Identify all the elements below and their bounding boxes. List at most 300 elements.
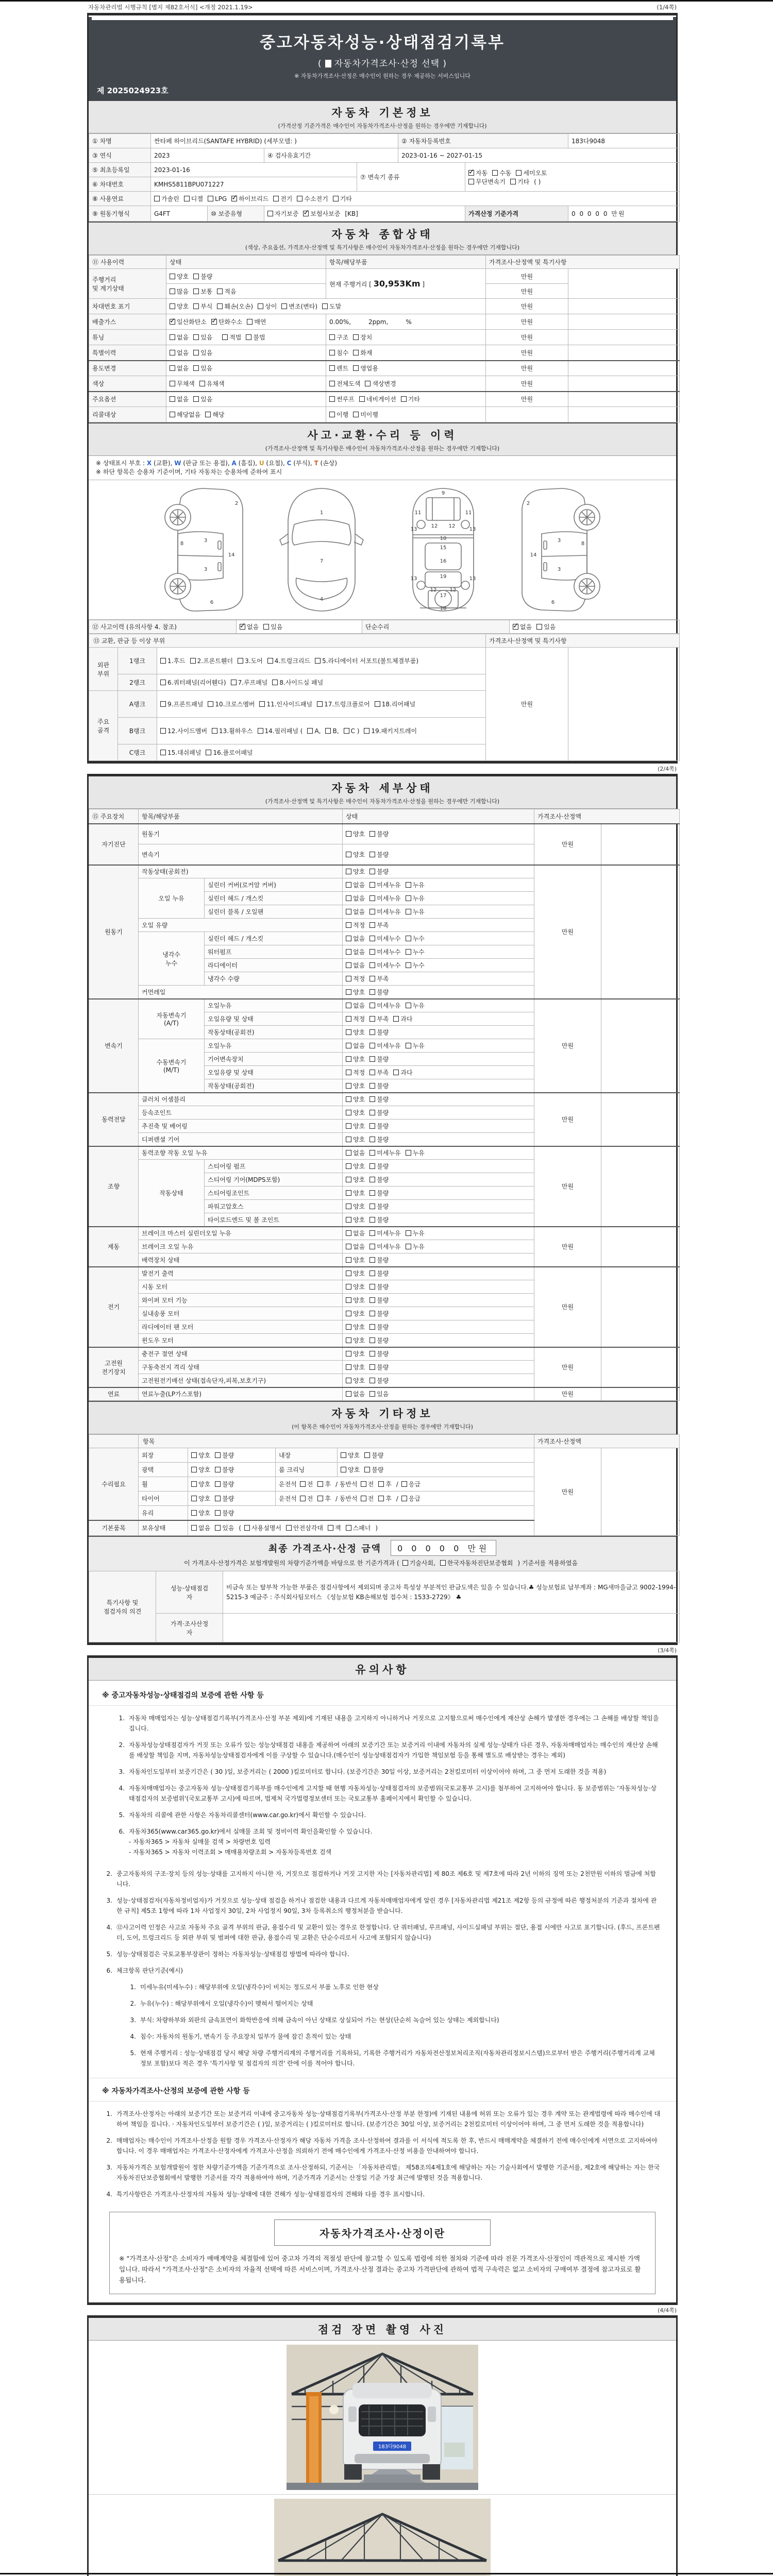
checkbox-icon[interactable] [369, 1056, 375, 1062]
checkbox-icon[interactable] [369, 1297, 375, 1303]
checkbox-option[interactable] [346, 961, 365, 970]
checkbox-icon[interactable] [246, 334, 251, 340]
checkbox-option[interactable] [346, 1028, 365, 1037]
checkbox-option[interactable] [346, 1376, 365, 1385]
checkbox-icon[interactable] [536, 624, 542, 630]
checkbox-option[interactable] [315, 656, 418, 665]
checkbox-icon[interactable] [346, 909, 351, 914]
checkbox-option[interactable] [273, 194, 292, 203]
checkbox-icon[interactable] [378, 1496, 384, 1501]
checkbox-icon[interactable] [205, 412, 211, 417]
checkbox-icon[interactable] [258, 303, 263, 309]
checkbox-icon[interactable] [369, 1083, 375, 1089]
checkbox-icon[interactable] [369, 1270, 375, 1276]
checkbox-icon[interactable] [267, 211, 273, 216]
checkbox-icon[interactable] [191, 1525, 197, 1531]
checkbox-icon[interactable] [160, 658, 166, 664]
checkbox-icon[interactable] [333, 196, 339, 201]
checkbox-option[interactable] [516, 168, 547, 177]
checkbox-icon[interactable] [346, 1016, 351, 1022]
checkbox-icon[interactable] [346, 1163, 351, 1169]
checkbox-option[interactable] [369, 1189, 389, 1197]
checkbox-icon[interactable] [346, 1003, 351, 1008]
checkbox-option[interactable] [346, 1041, 365, 1050]
checkbox-icon[interactable] [406, 1003, 411, 1008]
checkbox-icon[interactable] [191, 1481, 197, 1487]
checkbox-icon[interactable] [346, 1297, 351, 1303]
checkbox-option[interactable] [359, 395, 396, 403]
checkbox-icon[interactable] [215, 1481, 221, 1487]
checkbox-icon[interactable] [346, 1284, 351, 1290]
checkbox-icon[interactable] [346, 1324, 351, 1330]
checkbox-checked-icon[interactable] [513, 624, 518, 630]
checkbox-icon[interactable] [325, 728, 331, 734]
checkbox-icon[interactable] [217, 303, 223, 309]
checkbox-icon[interactable] [369, 1043, 375, 1048]
checkbox-icon[interactable] [369, 922, 375, 928]
checkbox-icon[interactable] [364, 1467, 370, 1472]
checkbox-option[interactable] [346, 1256, 365, 1264]
checkbox-option[interactable] [300, 1494, 313, 1503]
checkbox-option[interactable] [170, 379, 195, 388]
checkbox-option[interactable] [365, 379, 396, 388]
checkbox-icon[interactable] [406, 949, 411, 955]
checkbox-icon[interactable] [346, 1391, 351, 1397]
checkbox-option[interactable] [369, 894, 400, 903]
checkbox-icon[interactable] [369, 1190, 375, 1196]
checkbox-option[interactable] [346, 1122, 365, 1130]
checkbox-icon[interactable] [369, 936, 375, 941]
checkbox-icon[interactable] [406, 895, 411, 901]
checkbox-option[interactable] [215, 1494, 234, 1503]
checkbox-icon[interactable] [406, 962, 411, 968]
checkbox-option[interactable] [369, 1389, 389, 1398]
checkbox-option[interactable] [184, 194, 203, 203]
checkbox-icon[interactable] [341, 1452, 346, 1458]
checkbox-icon[interactable] [346, 1230, 351, 1236]
checkbox-icon[interactable] [346, 852, 351, 857]
checkbox-option[interactable] [154, 194, 179, 203]
checkbox-icon[interactable] [215, 1525, 221, 1531]
checkbox-option[interactable] [346, 1108, 365, 1117]
checkbox-icon[interactable] [369, 1003, 375, 1008]
checkbox-option[interactable] [361, 1480, 374, 1488]
checkbox-icon[interactable] [346, 1351, 351, 1357]
checkbox-icon[interactable] [346, 1123, 351, 1129]
checkbox-option[interactable] [369, 1269, 389, 1278]
checkbox-option[interactable] [344, 727, 360, 735]
checkbox-option[interactable] [402, 1558, 435, 1567]
checkbox-option[interactable] [401, 1480, 421, 1488]
checkbox-option[interactable] [259, 700, 312, 708]
checkbox-option[interactable] [369, 1282, 389, 1291]
checkbox-option[interactable] [191, 1523, 210, 1532]
checkbox-option[interactable] [513, 622, 532, 631]
checkbox-option[interactable] [346, 850, 365, 859]
checkbox-option[interactable] [492, 168, 511, 177]
checkbox-option[interactable] [246, 333, 265, 342]
checkbox-icon[interactable] [346, 869, 351, 874]
checkbox-option[interactable] [510, 177, 529, 186]
checkbox-icon[interactable] [193, 303, 199, 309]
checkbox-icon[interactable] [193, 365, 199, 371]
checkbox-option[interactable] [231, 194, 268, 203]
checkbox-option[interactable] [346, 1229, 365, 1238]
checkbox-icon[interactable] [406, 909, 411, 914]
checkbox-icon[interactable] [369, 1029, 375, 1035]
checkbox-option[interactable] [406, 1001, 425, 1010]
checkbox-option[interactable] [369, 1081, 389, 1090]
checkbox-icon[interactable] [393, 1016, 399, 1022]
checkbox-icon[interactable] [212, 728, 217, 734]
checkbox-icon[interactable] [406, 1244, 411, 1249]
checkbox-icon[interactable] [346, 1029, 351, 1035]
checkbox-icon[interactable] [346, 1110, 351, 1115]
checkbox-option[interactable] [346, 1162, 365, 1171]
checkbox-option[interactable] [369, 829, 389, 838]
checkbox-option[interactable] [369, 1202, 389, 1211]
checkbox-option[interactable] [406, 961, 425, 970]
checkbox-option[interactable] [369, 1336, 389, 1345]
checkbox-option[interactable] [353, 348, 372, 357]
checkbox-option[interactable] [393, 1014, 412, 1023]
checkbox-option[interactable] [333, 194, 352, 203]
checkbox-option[interactable] [346, 1095, 365, 1104]
checkbox-icon[interactable] [401, 1481, 407, 1487]
checkbox-icon[interactable] [346, 1137, 351, 1142]
checkbox-option[interactable] [401, 395, 420, 403]
checkbox-icon[interactable] [369, 1177, 375, 1182]
checkbox-icon[interactable] [406, 882, 411, 888]
checkbox-option[interactable] [191, 1509, 210, 1517]
checkbox-option[interactable] [346, 934, 365, 943]
checkbox-option[interactable] [263, 622, 282, 631]
checkbox-icon[interactable] [369, 1163, 375, 1169]
checkbox-option[interactable] [346, 1309, 365, 1318]
checkbox-option[interactable] [406, 1242, 425, 1251]
checkbox-option[interactable] [369, 1108, 389, 1117]
checkbox-option[interactable] [170, 410, 200, 419]
checkbox-icon[interactable] [369, 1337, 375, 1343]
checkbox-option[interactable] [468, 177, 506, 186]
checkbox-icon[interactable] [244, 1525, 250, 1531]
checkbox-option[interactable] [353, 410, 378, 419]
checkbox-option[interactable] [369, 1068, 389, 1077]
checkbox-option[interactable] [160, 678, 226, 687]
checkbox-option[interactable] [346, 1296, 365, 1304]
checkbox-option[interactable] [300, 1480, 313, 1488]
checkbox-icon[interactable] [170, 303, 175, 309]
checkbox-option[interactable] [375, 700, 415, 708]
checkbox-icon[interactable] [369, 1257, 375, 1263]
checkbox-option[interactable] [215, 1523, 234, 1532]
checkbox-icon[interactable] [393, 1070, 399, 1075]
checkbox-option[interactable] [346, 1068, 365, 1077]
checkbox-option[interactable] [353, 333, 372, 342]
checkbox-option[interactable] [369, 961, 400, 970]
checkbox-icon[interactable] [353, 412, 359, 417]
checkbox-option[interactable] [170, 395, 189, 403]
checkbox-icon[interactable] [369, 895, 375, 901]
checkbox-option[interactable] [369, 1242, 400, 1251]
checkbox-icon[interactable] [191, 1452, 197, 1458]
checkbox-icon[interactable] [369, 1070, 375, 1075]
checkbox-option[interactable] [346, 1081, 365, 1090]
checkbox-icon[interactable] [317, 1481, 323, 1487]
checkbox-icon[interactable] [346, 1270, 351, 1276]
checkbox-option[interactable] [212, 726, 253, 735]
checkbox-option[interactable] [215, 1451, 234, 1460]
checkbox-option[interactable] [231, 678, 268, 687]
checkbox-option[interactable] [346, 867, 365, 876]
checkbox-icon[interactable] [170, 274, 175, 279]
checkbox-icon[interactable] [369, 1016, 375, 1022]
checkbox-icon[interactable] [402, 1560, 408, 1566]
checkbox-option[interactable] [393, 1068, 412, 1077]
checkbox-option[interactable] [353, 364, 378, 372]
checkbox-option[interactable] [191, 1451, 210, 1460]
checkbox-option[interactable] [329, 395, 355, 403]
checkbox-option[interactable] [328, 1523, 341, 1532]
checkbox-option[interactable] [329, 410, 348, 419]
checkbox-option[interactable] [536, 622, 556, 631]
checkbox-icon[interactable] [193, 396, 199, 402]
checkbox-option[interactable] [369, 1135, 389, 1144]
checkbox-icon[interactable] [406, 936, 411, 941]
checkbox-icon[interactable] [193, 350, 199, 355]
checkbox-icon[interactable] [346, 1257, 351, 1263]
checkbox-option[interactable] [378, 1480, 392, 1488]
checkbox-icon[interactable] [369, 962, 375, 968]
checkbox-option[interactable] [240, 622, 259, 631]
checkbox-icon[interactable] [328, 1525, 333, 1531]
checkbox-option[interactable] [346, 1523, 371, 1532]
checkbox-icon[interactable] [344, 728, 349, 734]
checkbox-icon[interactable] [346, 962, 351, 968]
checkbox-option[interactable] [211, 317, 242, 326]
checkbox-option[interactable] [346, 1282, 365, 1291]
checkbox-icon[interactable] [369, 1244, 375, 1249]
checkbox-icon[interactable] [365, 381, 371, 386]
checkbox-option[interactable] [193, 395, 212, 403]
checkbox-option[interactable] [193, 364, 212, 372]
checkbox-icon[interactable] [190, 658, 196, 664]
checkbox-icon[interactable] [170, 396, 175, 402]
checkbox-option[interactable] [369, 974, 389, 983]
checkbox-icon[interactable] [215, 1452, 221, 1458]
checkbox-icon[interactable] [369, 1137, 375, 1142]
checkbox-icon[interactable] [346, 976, 351, 981]
checkbox-icon[interactable] [346, 1204, 351, 1209]
checkbox-icon[interactable] [346, 1096, 351, 1102]
checkbox-option[interactable] [369, 1229, 400, 1238]
checkbox-icon[interactable] [238, 658, 243, 664]
checkbox-option[interactable] [406, 947, 425, 956]
checkbox-option[interactable] [346, 947, 365, 956]
checkbox-option[interactable] [346, 988, 365, 996]
checkbox-icon[interactable] [341, 1467, 346, 1472]
checkbox-icon[interactable] [369, 1110, 375, 1115]
checkbox-option[interactable] [325, 727, 339, 735]
checkbox-icon[interactable] [273, 196, 279, 201]
checkbox-option[interactable] [369, 1095, 389, 1104]
checkbox-icon[interactable] [369, 976, 375, 981]
checkbox-icon[interactable] [300, 1496, 306, 1501]
checkbox-icon[interactable] [346, 1311, 351, 1316]
checkbox-icon[interactable] [346, 1337, 351, 1343]
checkbox-option[interactable] [369, 1256, 389, 1264]
checkbox-icon[interactable] [286, 1525, 292, 1531]
checkbox-option[interactable] [170, 317, 207, 326]
checkbox-icon[interactable] [317, 701, 323, 707]
checkbox-option[interactable] [205, 410, 224, 419]
checkbox-option[interactable] [361, 1494, 374, 1503]
checkbox-icon[interactable] [170, 365, 175, 371]
checkbox-option[interactable] [329, 364, 348, 372]
checkbox-option[interactable] [160, 748, 201, 757]
checkbox-icon[interactable] [361, 1496, 366, 1501]
checkbox-icon[interactable] [329, 365, 335, 371]
checkbox-icon[interactable] [208, 701, 213, 707]
checkbox-icon[interactable] [206, 750, 211, 755]
checkbox-option[interactable] [346, 1148, 365, 1157]
checkbox-option[interactable] [346, 907, 365, 916]
checkbox-option[interactable] [369, 947, 400, 956]
checkbox-option[interactable] [208, 195, 227, 202]
checkbox-icon[interactable] [297, 196, 303, 201]
checkbox-icon[interactable] [353, 334, 359, 340]
checkbox-icon[interactable] [369, 989, 375, 995]
checkbox-icon[interactable] [346, 831, 351, 837]
checkbox-icon[interactable] [369, 1217, 375, 1223]
checkbox-option[interactable] [267, 209, 298, 218]
checkbox-option[interactable] [217, 302, 253, 311]
checkbox-option[interactable] [170, 348, 189, 357]
checkbox-option[interactable] [206, 748, 253, 757]
checkbox-option[interactable] [222, 333, 241, 342]
checkbox-option[interactable] [346, 894, 365, 903]
checkbox-icon[interactable] [160, 728, 166, 734]
checkbox-icon[interactable] [369, 852, 375, 857]
checkbox-option[interactable] [369, 1323, 389, 1331]
checkbox-option[interactable] [369, 1363, 389, 1371]
checkbox-icon[interactable] [375, 701, 380, 707]
checkbox-option[interactable] [191, 1465, 210, 1474]
checkbox-icon[interactable] [369, 882, 375, 888]
checkbox-option[interactable] [317, 1494, 331, 1503]
checkbox-option[interactable] [369, 1349, 389, 1358]
checkbox-option[interactable] [406, 894, 425, 903]
checkbox-option[interactable] [369, 1041, 400, 1050]
checkbox-icon[interactable] [364, 728, 369, 734]
checkbox-checked-icon[interactable] [303, 211, 309, 216]
checkbox-icon[interactable] [353, 365, 359, 371]
checkbox-icon[interactable] [193, 289, 199, 294]
checkbox-option[interactable] [329, 379, 360, 388]
checkbox-icon[interactable] [406, 1230, 411, 1236]
checkbox-option[interactable] [369, 1175, 389, 1184]
checkbox-option[interactable] [378, 1494, 392, 1503]
checkbox-option[interactable] [346, 1242, 365, 1251]
checkbox-option[interactable] [247, 317, 266, 326]
checkbox-icon[interactable] [193, 334, 199, 340]
checkbox-option[interactable] [369, 880, 400, 889]
checkbox-icon[interactable] [468, 179, 474, 184]
checkbox-option[interactable] [406, 1148, 425, 1157]
checkbox-icon[interactable] [369, 1284, 375, 1290]
checkbox-option[interactable] [346, 1336, 365, 1345]
checkbox-icon[interactable] [369, 1364, 375, 1370]
checkbox-icon[interactable] [191, 1467, 197, 1472]
checkbox-icon[interactable] [317, 1496, 323, 1501]
checkbox-icon[interactable] [231, 680, 237, 685]
checkbox-icon[interactable] [346, 1083, 351, 1089]
checkbox-icon[interactable] [259, 701, 265, 707]
checkbox-option[interactable] [369, 1001, 400, 1010]
checkbox-option[interactable] [369, 1028, 389, 1037]
checkbox-checked-icon[interactable] [170, 319, 175, 325]
checkbox-icon[interactable] [369, 1391, 375, 1397]
checkbox-option[interactable] [369, 988, 389, 996]
checkbox-option[interactable] [281, 302, 317, 311]
checkbox-option[interactable] [346, 1269, 365, 1278]
checkbox-option[interactable] [406, 1229, 425, 1238]
checkbox-icon[interactable] [315, 658, 321, 664]
checkbox-icon[interactable] [346, 1217, 351, 1223]
checkbox-icon[interactable] [199, 381, 205, 386]
checkbox-icon[interactable] [346, 989, 351, 995]
checkbox-icon[interactable] [258, 728, 263, 734]
checkbox-option[interactable] [317, 1480, 331, 1488]
checkbox-icon[interactable] [346, 936, 351, 941]
checkbox-icon[interactable] [281, 303, 287, 309]
checkbox-icon[interactable] [300, 1481, 306, 1487]
checkbox-option[interactable] [364, 726, 417, 735]
checkbox-option[interactable] [217, 287, 236, 296]
checkbox-icon[interactable] [170, 350, 175, 355]
checkbox-option[interactable] [406, 907, 425, 916]
checkbox-option[interactable] [286, 1523, 323, 1532]
checkbox-option[interactable] [369, 1162, 389, 1171]
checkbox-option[interactable] [170, 302, 189, 311]
checkbox-icon[interactable] [369, 909, 375, 914]
checkbox-option[interactable] [341, 1451, 360, 1460]
checkbox-option[interactable] [160, 726, 207, 735]
checkbox-icon[interactable] [369, 1311, 375, 1316]
checkbox-option[interactable] [346, 1175, 365, 1184]
checkbox-option[interactable] [346, 1014, 365, 1023]
checkbox-option[interactable] [238, 656, 263, 665]
checkbox-icon[interactable] [170, 289, 175, 294]
checkbox-icon[interactable] [346, 1244, 351, 1249]
checkbox-option[interactable] [401, 1494, 421, 1503]
checkbox-icon[interactable] [346, 1043, 351, 1048]
checkbox-option[interactable] [364, 1465, 383, 1474]
checkbox-option[interactable] [297, 194, 328, 203]
checkbox-icon[interactable] [369, 1204, 375, 1209]
checkbox-icon[interactable] [247, 319, 253, 325]
checkbox-icon[interactable] [184, 196, 190, 201]
checkbox-option[interactable] [369, 1376, 389, 1385]
checkbox-option[interactable] [215, 1509, 234, 1517]
checkbox-icon[interactable] [160, 750, 166, 755]
checkbox-option[interactable] [322, 302, 341, 311]
checkbox-icon[interactable] [406, 1043, 411, 1048]
checkbox-option[interactable] [307, 727, 321, 735]
checkbox-icon[interactable] [369, 831, 375, 837]
checkbox-icon[interactable] [346, 882, 351, 888]
checkbox-checked-icon[interactable] [211, 319, 217, 325]
